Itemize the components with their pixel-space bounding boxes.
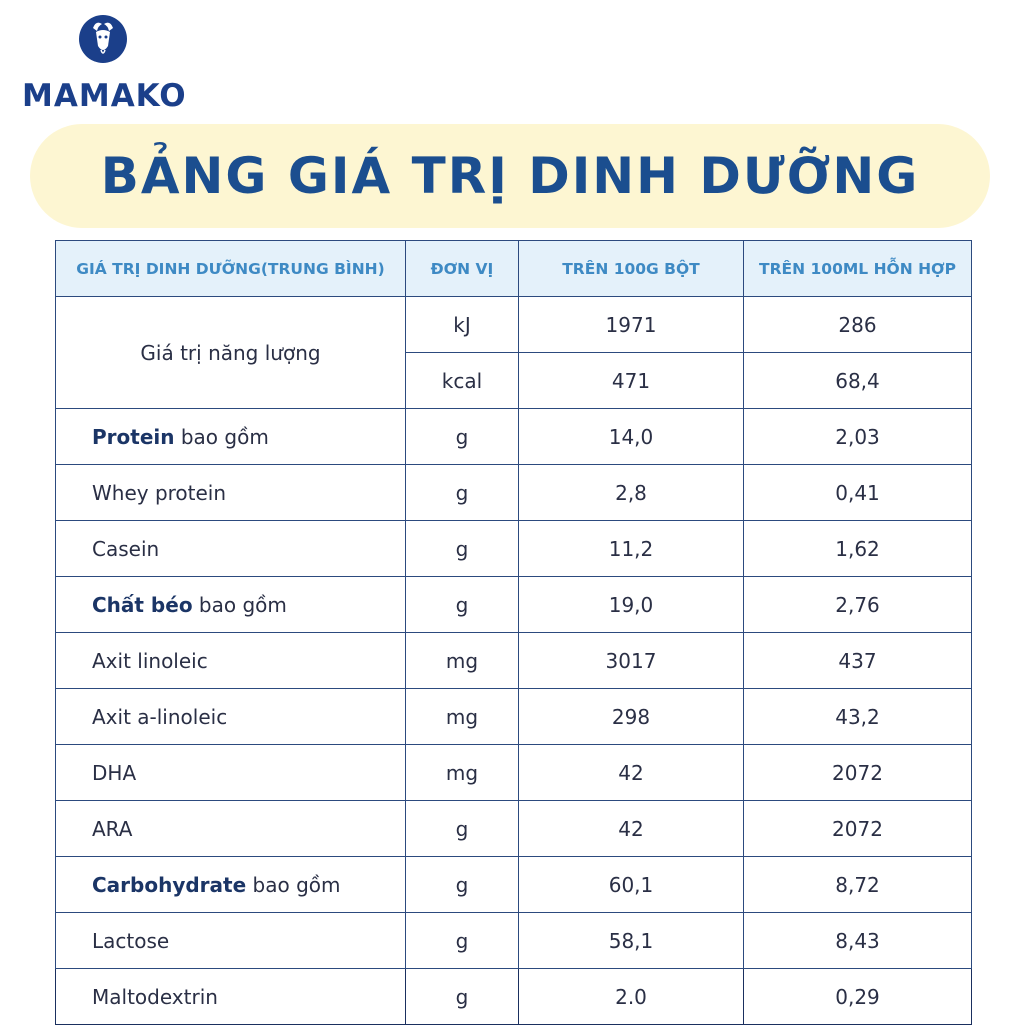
header-nutrient: GIÁ TRỊ DINH DƯỠNG(TRUNG BÌNH)	[56, 241, 406, 297]
per-100g-cell: 60,1	[519, 857, 744, 913]
unit-cell: kJ	[406, 297, 519, 353]
unit-cell: mg	[406, 689, 519, 745]
nutrient-label: ARA	[92, 816, 133, 841]
nutrition-table-container	[55, 240, 971, 1025]
per-100g-cell: 298	[519, 689, 744, 745]
per-100g-cell: 19,0	[519, 577, 744, 633]
per-100g-cell: 3017	[519, 633, 744, 689]
nutrient-name-cell	[56, 857, 406, 913]
per-100ml-cell: 68,4	[744, 353, 972, 409]
per-100g-cell: 1971	[519, 297, 744, 353]
title-banner	[30, 124, 990, 228]
unit-cell: mg	[406, 633, 519, 689]
per-100g-cell: 2,8	[519, 465, 744, 521]
nutrient-label: Lactose	[92, 928, 170, 953]
goat-logo-icon	[78, 14, 128, 64]
per-100ml-cell: 43,2	[744, 689, 972, 745]
per-100ml-cell: 0,29	[744, 969, 972, 1025]
nutrient-group-label: Carbohydrate	[92, 872, 247, 897]
nutrition-table	[55, 240, 972, 1025]
per-100g-cell: 58,1	[519, 913, 744, 969]
unit-cell: g	[406, 913, 519, 969]
table-row	[56, 857, 972, 913]
per-100ml-cell: 8,43	[744, 913, 972, 969]
nutrient-name-cell	[56, 913, 406, 969]
nutrient-label: bao gồm	[192, 592, 287, 617]
table-row	[56, 745, 972, 801]
per-100ml-cell: 2,03	[744, 409, 972, 465]
nutrient-name-cell	[56, 801, 406, 857]
unit-cell: g	[406, 465, 519, 521]
table-row	[56, 913, 972, 969]
brand-name: MAMAKO	[22, 78, 187, 114]
per-100ml-cell: 0,41	[744, 465, 972, 521]
per-100ml-cell: 2072	[744, 745, 972, 801]
per-100ml-cell: 2072	[744, 801, 972, 857]
per-100ml-cell: 2,76	[744, 577, 972, 633]
nutrient-name-cell	[56, 969, 406, 1025]
nutrient-label: Axit a-linoleic	[92, 704, 228, 729]
table-row	[56, 577, 972, 633]
per-100ml-cell: 8,72	[744, 857, 972, 913]
nutrient-name-cell	[56, 745, 406, 801]
table-row	[56, 969, 972, 1025]
nutrient-group-label: Protein	[92, 424, 175, 449]
unit-cell: g	[406, 521, 519, 577]
unit-cell: g	[406, 409, 519, 465]
table-row	[56, 409, 972, 465]
unit-cell: g	[406, 801, 519, 857]
unit-cell: g	[406, 577, 519, 633]
table-row	[56, 465, 972, 521]
header-per-100ml: TRÊN 100ML HỖN HỢP	[744, 241, 972, 297]
unit-cell: mg	[406, 745, 519, 801]
unit-cell: g	[406, 969, 519, 1025]
table-header-row	[56, 241, 972, 297]
nutrient-name-cell	[56, 521, 406, 577]
header-unit: ĐƠN VỊ	[406, 241, 519, 297]
per-100g-cell: 2.0	[519, 969, 744, 1025]
nutrient-name-cell	[56, 409, 406, 465]
nutrient-label: bao gồm	[174, 424, 269, 449]
nutrient-label: Maltodextrin	[92, 984, 218, 1009]
brand-logo	[22, 14, 202, 114]
per-100ml-cell: 437	[744, 633, 972, 689]
nutrient-label: Casein	[92, 536, 160, 561]
nutrient-label: DHA	[92, 760, 137, 785]
header-per-100g: TRÊN 100G BỘT	[519, 241, 744, 297]
table-row	[56, 801, 972, 857]
per-100g-cell: 14,0	[519, 409, 744, 465]
nutrient-group-label: Chất béo	[92, 592, 193, 617]
table-row	[56, 689, 972, 745]
nutrient-label: bao gồm	[246, 872, 341, 897]
per-100g-cell: 42	[519, 801, 744, 857]
nutrient-name-cell	[56, 689, 406, 745]
unit-cell: kcal	[406, 353, 519, 409]
energy-label: Giá trị năng lượng	[56, 297, 406, 409]
unit-cell: g	[406, 857, 519, 913]
page-title: BẢNG GIÁ TRỊ DINH DƯỠNG	[100, 147, 920, 205]
per-100g-cell: 471	[519, 353, 744, 409]
per-100ml-cell: 286	[744, 297, 972, 353]
per-100g-cell: 11,2	[519, 521, 744, 577]
per-100ml-cell: 1,62	[744, 521, 972, 577]
nutrient-name-cell	[56, 465, 406, 521]
table-row	[56, 633, 972, 689]
per-100g-cell: 42	[519, 745, 744, 801]
nutrient-label: Axit linoleic	[92, 648, 208, 673]
nutrient-name-cell	[56, 633, 406, 689]
nutrient-name-cell	[56, 577, 406, 633]
table-row-energy-kj	[56, 297, 972, 353]
nutrient-label: Whey protein	[92, 480, 227, 505]
table-row	[56, 521, 972, 577]
